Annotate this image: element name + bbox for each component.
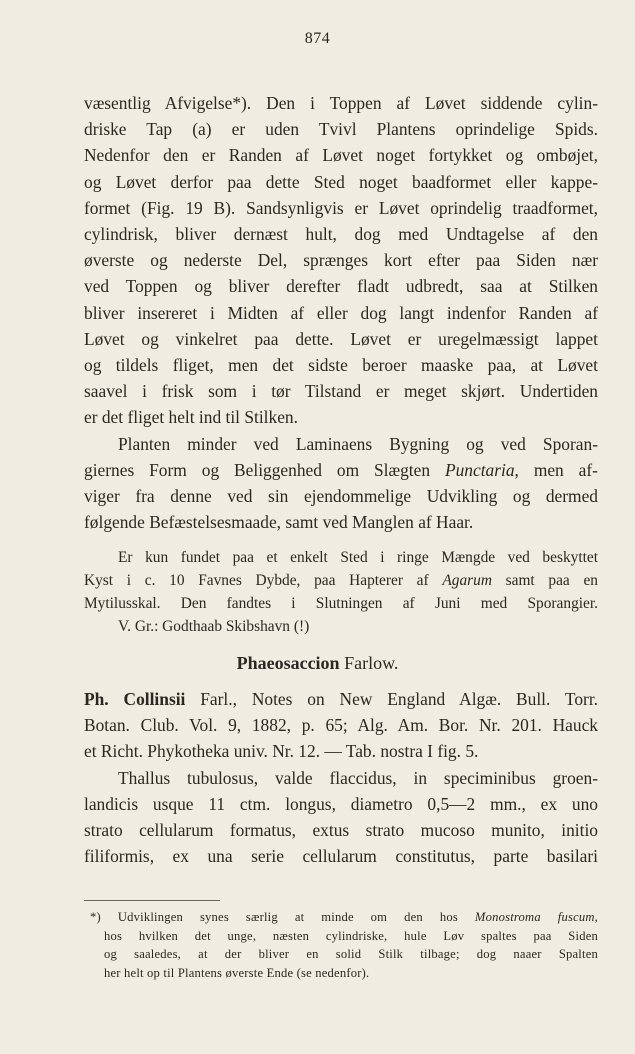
text-line: øverste og nederste Del, sprænges kort efter paa Siden nær [84,250,598,271]
text-line: filiformis, ex una serie cellularum constitutus, parte basilari [84,846,598,867]
text-line: Planten minder ved Laminaens Bygning og ved Sporan- [118,433,598,454]
text-fragment: , men af- [514,459,598,480]
text-line: driske Tap (a) er uden Tvivl Plantens oprindelige Spids. [84,119,598,140]
text-line: og tildels fliget, men det sidste beroer maaske paa, at Løvet [84,355,598,376]
text-line: væsentlig Afvigelse*). Den i Toppen af Løvet siddende cylin- [84,93,598,113]
species-name-bold: Ph. Collinsii [84,689,186,709]
footnote [84,908,598,982]
text-line [84,457,598,483]
text-line: landicis usque 11 ctm. longus, diametro 0,5—2 mm., ex uno [84,793,598,814]
text-line: viger fra denne ved sin ejendommelige Udvikling og dermed [84,486,598,507]
genus-name-italic: Punctaria [444,459,515,480]
text-line: hos hvilken det unge, næsten cylindriske, hule Løv spaltes paa Siden [104,928,598,943]
text-line: er det fliget helt ind til Stilken. [84,407,298,428]
species-description [84,686,598,869]
text-line: Løvet og vinkelret paa dette. Løvet er uregelmæssigt lappet [84,328,598,349]
genus-name-italic: Agarum [442,572,492,590]
text-line [84,569,598,592]
text-line: følgende Befæstelsesmaade, samt ved Manglen af Haar. [84,512,474,533]
text-line: Er kun fundet paa et enkelt Sted i ringe Mængde ved beskyttet [118,549,598,566]
text-fragment: Farl., Notes on New England Algæ. Bull. Torr. [185,689,598,709]
text-line [84,908,598,927]
text-line: bliver insereret i Midten af eller dog langt indenfor Randen af [84,302,598,323]
footnote-divider [84,900,220,901]
genus-heading-author: Farlow. [339,653,399,673]
text-fragment: Kyst i c. 10 Favnes Dybde, paa Hapterer af [84,572,429,590]
text-line: cylindrisk, bliver dernæst hult, dog med Undtagelse af den [84,224,598,245]
body-text [84,90,598,535]
text-line: Botan. Club. Vol. 9, 1882, p. 65; Alg. Am. Bor. Nr. 201. Hauck [84,715,598,736]
species-name-italic: Monostroma fuscum, [474,910,599,924]
text-line: Thallus tubulosus, valde flaccidus, in speciminibus groen- [118,767,598,788]
text-line: Mytilusskal. Den fandtes i Slutningen af Juni med Sporangier. [84,595,598,613]
text-line: ved Toppen og bliver derefter fladt udbredt, saa at Stilken [84,276,598,297]
locality-note [84,546,598,638]
text-line: V. Gr.: Godthaab Skibshavn (!) [118,618,310,636]
text-line: formet (Fig. 19 B). Sandsynligvis er Løvet oprindelig traadformet, [84,197,598,218]
text-line: og saaledes, at der bliver en solid Stilk tilbage; dog naaer Spalten [104,947,598,962]
text-line: Nedenfor den er Randen af Løvet noget fortykket og ombøjet, [84,145,598,166]
text-fragment: giernes Form og Beliggenhed om Slægten [84,459,431,480]
text-line: saavel i frisk som i tør Tilstand er meget skjørt. Undertiden [84,381,598,402]
text-line: her helt op til Plantens øverste Ende (se nedenfor). [104,965,370,980]
text-line: og Løvet derfor paa dette Sted noget baadformet eller kappe- [84,171,598,192]
text-line [84,686,598,712]
genus-heading [0,653,635,674]
text-fragment: *) Udviklingen synes særlig at minde om den hos [90,910,458,924]
text-line: strato cellularum formatus, extus strato mucoso munito, initio [84,820,598,841]
page-number: 874 [304,30,331,47]
genus-heading-name: Phaeosaccion [236,653,340,673]
text-line: et Richt. Phykotheka univ. Nr. 12. — Tab. nostra I fig. 5. [84,741,479,762]
text-fragment: samt paa en [505,572,598,590]
